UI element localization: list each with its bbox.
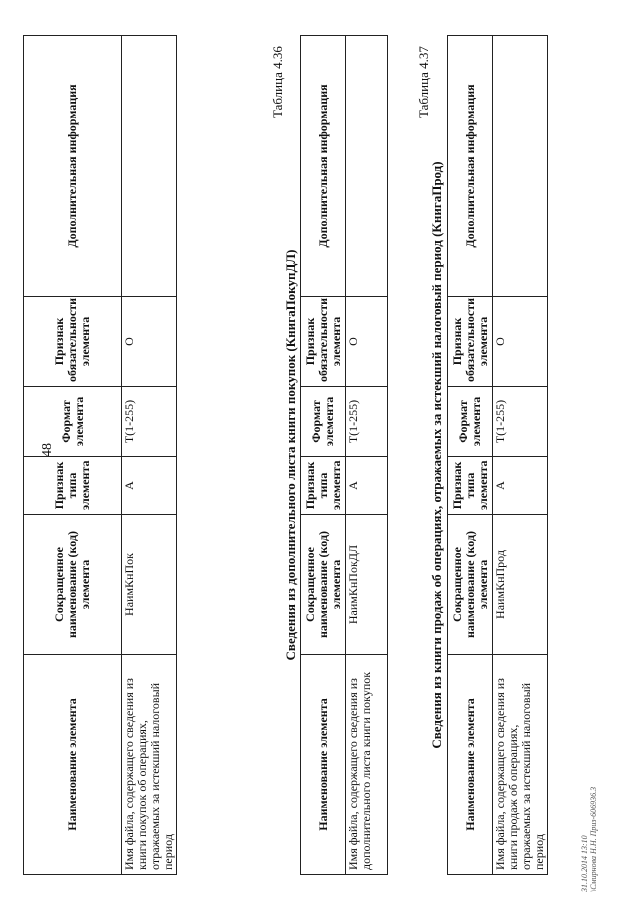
header-format: Формат элемента — [448, 387, 493, 457]
table-title: Сведения из дополнительного листа книги покупок (КнигаПокупДЛ) — [283, 249, 298, 661]
header-type: Признак типа элемента — [24, 457, 122, 515]
header-required: Признак обязательности элемента — [301, 297, 346, 387]
table-header-row — [448, 36, 493, 875]
cell-short-name: НаимКнПрод — [493, 515, 548, 655]
header-required: Признак обязательности элемента — [24, 297, 122, 387]
header-info: Дополнительная информация — [448, 36, 493, 297]
table-purchase-book — [23, 35, 177, 875]
cell-type: А — [493, 457, 548, 515]
cell-format: T(1-255) — [493, 387, 548, 457]
stamp-author: \Смирнова Н.Н. Приз-606936.3 — [589, 786, 598, 892]
table-sales-book — [447, 35, 548, 875]
cell-short-name: НаимКнПок — [122, 515, 177, 655]
cell-required: О — [122, 297, 177, 387]
cell-info — [493, 36, 548, 297]
header-name: Наименование элемента — [24, 655, 122, 875]
table-caption: Таблица 4.36 — [270, 46, 285, 118]
header-short-name: Сокращенное наименование (код) элемента — [301, 515, 346, 655]
table-header-row — [24, 36, 122, 875]
cell-format: T(1-255) — [122, 387, 177, 457]
header-info: Дополнительная информация — [24, 36, 122, 297]
cell-name: Имя файла, содержащего сведения из книги покупок об операциях, отражаемых за истекший налоговый период — [122, 655, 177, 875]
page-number: 48 — [40, 443, 55, 457]
table-row — [346, 36, 388, 875]
cell-required: О — [346, 297, 388, 387]
header-short-name: Сокращенное наименование (код) элемента — [24, 515, 122, 655]
cell-type: А — [122, 457, 177, 515]
header-type: Признак типа элемента — [448, 457, 493, 515]
cell-name: Имя файла, содержащего сведения из дополнительного листа книги покупок — [346, 655, 388, 875]
cell-format: T(1-255) — [346, 387, 388, 457]
header-name: Наименование элемента — [301, 655, 346, 875]
table-caption: Таблица 4.37 — [416, 46, 431, 118]
cell-info — [346, 36, 388, 297]
stamp-date: 31.10.2014 13:10 — [580, 835, 589, 892]
header-format: Формат элемента — [301, 387, 346, 457]
cell-name: Имя файла, содержащего сведения из книги продаж об операциях, отражаемых за истекший налоговый период — [493, 655, 548, 875]
header-required: Признак обязательности элемента — [448, 297, 493, 387]
header-type: Признак типа элемента — [301, 457, 346, 515]
header-info: Дополнительная информация — [301, 36, 346, 297]
cell-short-name: НаимКнПокДЛ — [346, 515, 388, 655]
cell-type: А — [346, 457, 388, 515]
table-row — [122, 36, 177, 875]
table-purchase-book-additional — [300, 35, 388, 875]
header-format: Формат элемента — [24, 387, 122, 457]
header-short-name: Сокращенное наименование (код) элемента — [448, 515, 493, 655]
header-name: Наименование элемента — [448, 655, 493, 875]
table-header-row — [301, 36, 346, 875]
cell-required: О — [493, 297, 548, 387]
document-stamp — [580, 787, 598, 892]
table-row — [493, 36, 548, 875]
cell-info — [122, 36, 177, 297]
table-title: Сведения из книги продаж об операциях, отражаемых за истекший налоговый период (КнигаПрод) — [429, 161, 444, 749]
